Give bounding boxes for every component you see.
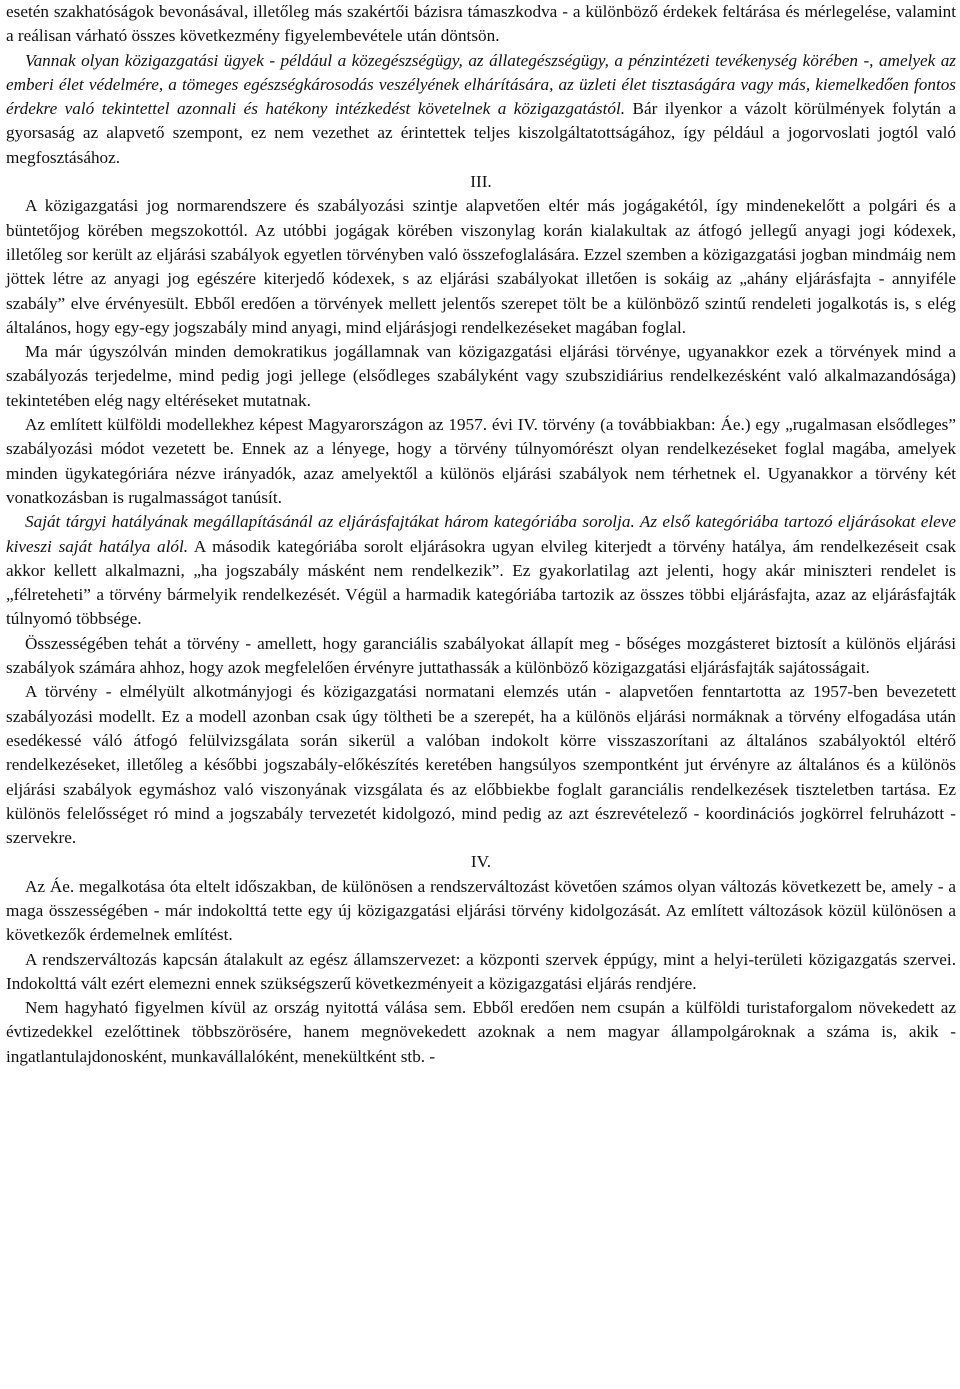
- regular-passage: Bár ilyenkor a vázolt körülmények folytán a gyorsaság az alapvető szempont, ez nem vezethet az érintettek teljes kiszolgáltatottságához, így például a jogorvoslati jogtól való megfosztásához.: [6, 99, 956, 167]
- paragraph-1957-act: Az említett külföldi modellekhez képest Magyarországon az 1957. évi IV. törvény (a továbbiakban: Áe.) egy „rugalmasan elsődleges” szabályozási módot vezetett be. Ennek az a lényege, hogy a törvény túlnyomórészt olyan rendelkezéseket foglal magába, amelyek minden ügykategóriára nézve irányadók, azaz amelyektől a különös eljárási szabályok nem térhetnek el. Ugyanakkor a törvény két vonatkozásban is rugalmasságot tanúsít.: [6, 415, 956, 507]
- paragraph-continued: esetén szakhatóságok bevonásával, illetőleg más szakértői bázisra támaszkodva - a különböző érdekek feltárása és mérlegelése, valamint a reálisan várható összes következmény figyelembevétele után döntsön.: [6, 2, 956, 46]
- italic-passage: Vannak olyan közigazgatási ügyek - például a közegészségügy, az állategészségügy, a pénzintézeti tevékenység körében -, amelyek az emberi élet védelmére, a tömeges egészségkárosodás veszélyének elhárítására, az üzleti élet tisztaságára vagy más, kiemelkedően fontos érdekre való tekintettel azonnali és hatékony intézkedést követelnek a közigazgatástól.: [6, 50, 956, 119]
- paragraph-democratic-states: Ma már úgyszólván minden demokratikus jogállamnak van közigazgatási eljárási törvénye, ugyanakkor ezek a törvények mind a szabályozás terjedelme, mind pedig jogi jellege (elsődleges szabályként vagy szubszidiárius rendelkezésként való alkalmazandósága) tekintetében elég nagy eltéréseket mutatnak.: [6, 342, 956, 410]
- paragraph-state-restructuring: A rendszerváltozás kapcsán átalakult az egész államszervezet: a központi szervek éppúgy, mint a helyi-területi közigazgatás szervei. Indokolttá vált ezért elemezni ennek szükségszerű következményeit a közigazgatási eljárás rendjére.: [6, 949, 956, 993]
- document-page: [6, 0, 956, 1069]
- paragraph-normative-system: A közigazgatási jog normarendszere és szabályozási szintje alapvetően eltér más jogágakétól, így mindenekelőtt a polgári és a büntetőjog körében megszokottól. Az utóbbi jogágak körében viszonylag korán kialakultak az átfogó jellegű anyagi jogi kódexek, illetőleg sor került az eljárási szabályok egyetlen törvényben való összefoglalására. Ezzel szemben a közigazgatási jogban mindmáig nem jöttek létre az anyagi jog egészére kiterjedő kódexek, s az eljárási szabályokat illetően is sokáig az „ahány eljárásfajta - annyiféle szabály” elve érvényesült. Ebből eredően a törvények mellett jelentős szerepet tölt be a különböző szintű rendeleti jogalkotás is, s elég általános, hogy egy-egy jogszabály mind anyagi, mind eljárásjogi rendelkezéseket magában foglal.: [6, 196, 956, 337]
- italic-passage: Saját tárgyi hatályának megállapításánál az eljárásfajtákat három kategóriába sorolja. Az első kategóriába tartozó eljárásokat eleve kiveszi saját hatálya alól.: [6, 512, 956, 556]
- paragraph-openness: Nem hagyható figyelmen kívül az ország nyitottá válása sem. Ebből eredően nem csupán a külföldi turistaforgalom növekedett az évtizedekkel ezelőttinek többszörösére, hanem megnövekedett azoknak a nem magyar állampolgároknak a száma is, akik - ingatlantulajdonosként, munkavállalóként, menekültként stb. -: [6, 998, 956, 1066]
- paragraph-scope-categories: [6, 510, 956, 631]
- section-heading-iv: IV.: [470, 852, 492, 872]
- paragraph-urgent-cases: [6, 49, 956, 170]
- paragraph-model-retained: A törvény - elmélyült alkotmányjogi és közigazgatási normatani elemzés után - alapvetően fenntartotta az 1957-ben bevezetett szabályozási modellt. Ez a modell azonban csak úgy töltheti be a szerepét, ha a különös eljárási normáknak a törvény elfogadása után esedékessé váló átfogó felülvizsgálata során sikerül a valóban indokolt körre visszaszorítani az általános szabályoktól eltérő rendelkezéseket, illetőleg a későbbi jogszabály-előkészítés keretében hangsúlyos szempontként jut érvényre az általános és a különös eljárási szabályok egymáshoz való viszonyának vizsgálata és az előbbiekbe foglalt garanciális rendelkezések tiszteletben tartása. Ez különös felelősséget ró mind a jogszabály tervezetét kidolgozó, mind pedig az azt észrevételező - koordinációs jogkörrel felruházott - szervekre.: [6, 682, 956, 848]
- paragraph-changes: Az Áe. megalkotása óta eltelt időszakban, de különösen a rendszerváltozást követően számos olyan változás következett be, amely - a maga összességében - már indokolttá tette egy új közigazgatási eljárási törvény kidolgozását. Az említett változások közül különösen a következők érdemelnek említést.: [6, 876, 956, 945]
- regular-passage: A második kategóriába sorolt eljárásokra ugyan elvileg kiterjedt a törvény hatálya, ám rendelkezéseit csak akkor kellett alkalmazni, „ha jogszabály másként nem rendelkezik”. Ez gyakorlatilag azt jelenti, hogy akár miniszteri rendelet is „félreteheti” a törvény bármelyik rendelkezését. Végül a harmadik kategóriába tartozik az összes többi eljárásfajta, azaz az eljárásfajták túlnyomó többsége.: [6, 536, 956, 629]
- section-heading-iii: III.: [470, 172, 492, 192]
- paragraph-summary: Összességében tehát a törvény - amellett, hogy garanciális szabályokat állapít meg - bőséges mozgásteret biztosít a különös eljárási szabályok számára ahhoz, hogy azok megfelelően érvényre juttathassák a különböző közigazgatási eljárásfajták sajátosságait.: [6, 633, 956, 678]
